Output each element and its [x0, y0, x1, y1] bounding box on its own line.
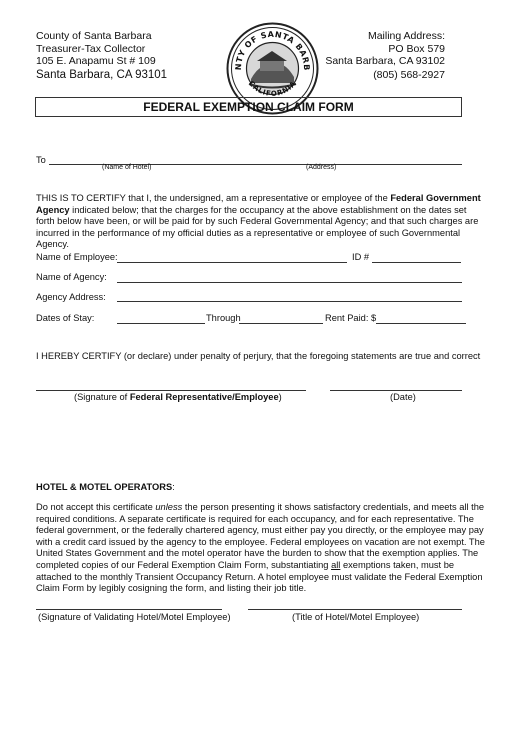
operators-text-a: Do not accept this certificate — [36, 502, 156, 512]
agency-name-label: Name of Agency: — [36, 272, 107, 282]
sig1-caption-post: ) — [278, 392, 282, 402]
street-address: 105 E. Anapamu St # 109 — [36, 55, 156, 67]
po-box: PO Box 579 — [388, 42, 445, 55]
hotel-employee-title-field[interactable] — [248, 609, 462, 610]
hotel-employee-title-caption: (Title of Hotel/Motel Employee) — [292, 612, 420, 622]
department-name: Treasurer-Tax Collector — [36, 42, 146, 55]
representative-signature-field[interactable] — [36, 390, 306, 391]
rent-paid-field[interactable] — [376, 323, 466, 324]
city-state-zip: Santa Barbara, CA 93101 — [36, 68, 168, 81]
hotel-employee-signature-caption: (Signature of Validating Hotel/Motel Employee) — [38, 612, 231, 622]
operators-heading-colon: : — [172, 482, 175, 492]
agency-name-field[interactable] — [117, 282, 462, 283]
employee-name-field[interactable] — [117, 262, 347, 263]
seal-bottom-text: CALIFORNIA — [247, 79, 298, 98]
hotel-name-caption: (Name of Hotel) — [102, 164, 152, 171]
mailing-city: Santa Barbara, CA 93102 — [325, 55, 445, 67]
perjury-statement: I HEREBY CERTIFY (or declare) under penalty of perjury, that the foregoing statements are true and correct — [36, 351, 481, 361]
address-caption: (Address) — [306, 164, 337, 171]
date-field[interactable] — [330, 390, 462, 391]
sig1-caption-pre: (Signature of — [74, 392, 130, 402]
seal-top-text: NTY OF SANTA BARB — [233, 29, 312, 72]
agency-address-label: Agency Address: — [36, 292, 106, 302]
mailing-label: Mailing Address: — [367, 30, 445, 42]
date-from-field[interactable] — [117, 323, 205, 324]
header-right-address — [300, 30, 445, 81]
agency-address-field[interactable] — [117, 301, 462, 302]
representative-signature-caption — [74, 392, 282, 404]
operators-text-c: exemptions taken, must be attached to the monthly Transient Occupancy Return. A hotel employee must validate the Federal Exemption Claim Form by legibly cosigning the form, and listing their job title. — [36, 559, 483, 594]
certify-text-pre: THIS IS TO CERTIFY that I, the undersigned, am a representative or employee of the — [36, 193, 391, 203]
operators-heading-text: HOTEL & MOTEL OPERATORS — [36, 482, 173, 492]
county-name: County of Santa Barbara — [36, 30, 152, 42]
id-field[interactable] — [372, 262, 461, 263]
hotel-employee-signature-field[interactable] — [36, 609, 222, 610]
employee-name-label: Name of Employee: — [36, 252, 118, 262]
certify-text-post: indicated below; that the charges for the occupancy at the above establishment on the dates set forth below have been, or will be paid for by such Federal Governmental Agency; and that such charges are incurred in the performance of my official duties as a representative or employee of such Governmental Agency. — [36, 204, 479, 250]
form-title: FEDERAL EXEMPTION CLAIM FORM — [143, 100, 354, 114]
certify-paragraph — [36, 193, 486, 251]
phone-number: (805) 568-2927 — [373, 68, 445, 81]
sig1-caption-bold: Federal Representative/Employee — [129, 392, 279, 402]
operators-paragraph — [36, 502, 491, 595]
date-through-field[interactable] — [239, 323, 323, 324]
operators-text-b: the person presenting it shows satisfactory credentials, and meets all the required conditions. A separate certificate is required for each occupancy, and for each representative. The federal government, or the federally chartered agency, must either pay you directly, or the employee may pay with a credit card issued by the agency to the employee. Federal employees on vacation are not exempt. The United States Government and the motel operator have the burden to show that the exemption applies. The completed copies of our Federal Exemption Claim Form, substantiating — [36, 502, 485, 570]
form-title-box — [35, 97, 462, 117]
date-caption: (Date) — [390, 392, 416, 402]
operators-text-all: all — [331, 559, 341, 570]
certify-agency-bold: Federal Government Agency — [36, 193, 481, 215]
dates-of-stay-label: Dates of Stay: — [36, 313, 95, 323]
through-label: Through — [206, 313, 241, 323]
id-label: ID # — [352, 252, 370, 262]
to-label: To — [36, 155, 46, 165]
header-left-address — [36, 30, 216, 81]
operators-text-unless: unless — [155, 502, 183, 512]
operators-heading — [36, 482, 175, 494]
rent-paid-label: Rent Paid: $ — [325, 313, 377, 323]
